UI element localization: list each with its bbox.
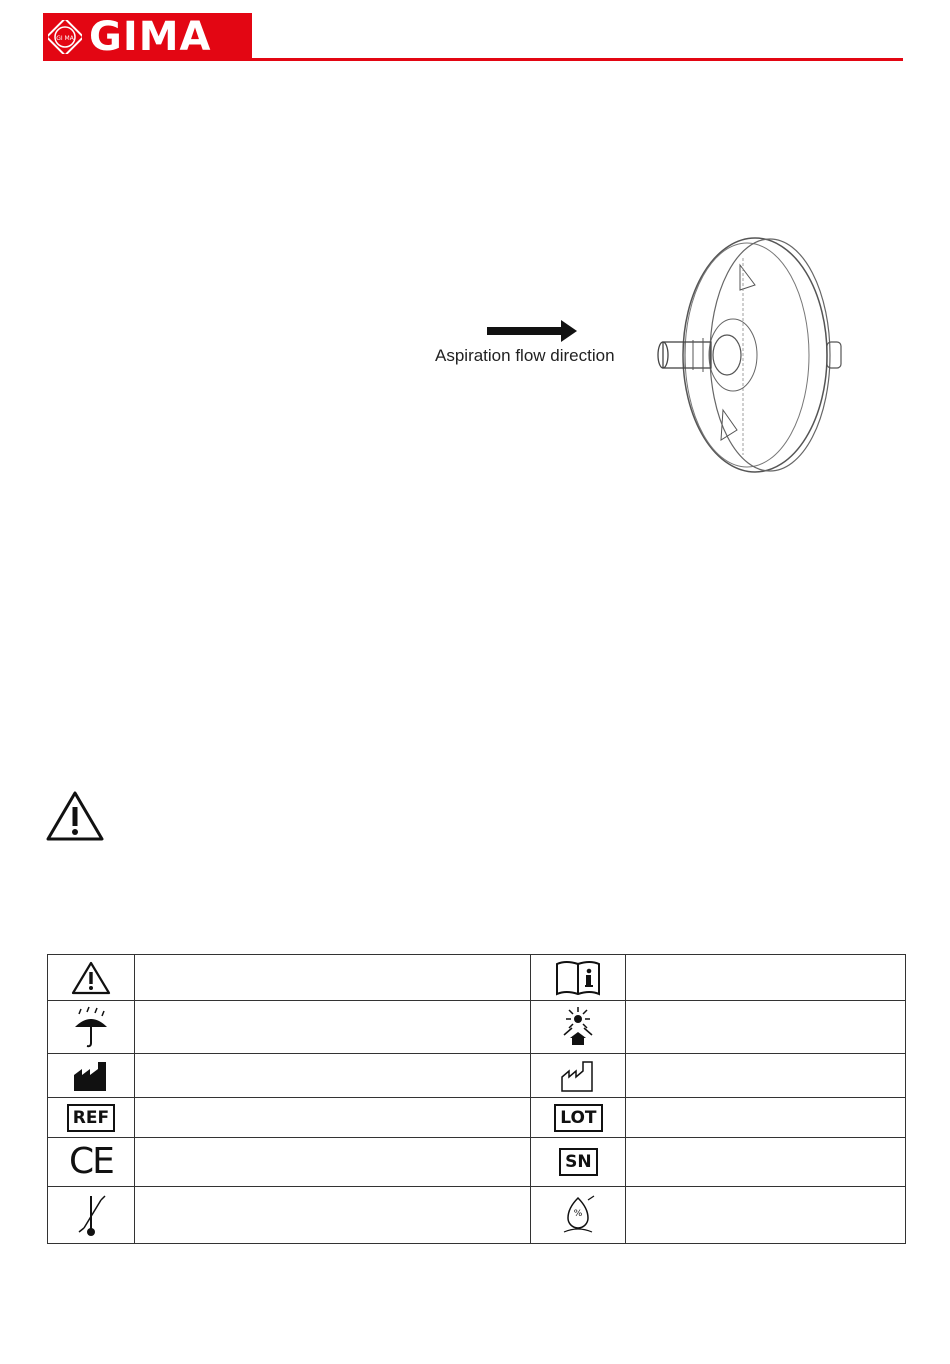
ce-label: CE [69,1141,113,1182]
symbol-description [626,1098,906,1138]
date-of-manufacture-icon [531,1054,626,1098]
flow-direction-label: Aspiration flow direction [435,346,615,365]
lot-label: LOT [554,1104,602,1132]
symbol-description [626,955,906,1001]
brand-name: GIMA [89,14,212,60]
sn-label: SN [559,1148,597,1176]
humidity-label: % [574,1209,583,1219]
symbol-description [134,1098,530,1138]
symbol-description [134,1054,530,1098]
symbol-description [626,1187,906,1244]
keep-away-from-sunlight-icon [531,1001,626,1054]
seal-text: GI MA [56,35,74,42]
lot-icon [531,1098,626,1138]
flow-direction-figure [355,230,865,480]
symbol-description [134,1187,530,1244]
caution-icon [48,955,135,1001]
symbol-description [626,1054,906,1098]
table-row [48,1001,906,1054]
gima-logo [43,13,252,61]
manufacturer-icon [48,1054,135,1098]
keep-dry-icon [48,1001,135,1054]
symbol-description [134,955,530,1001]
table-row [48,1187,906,1244]
page-header [0,0,950,70]
warning-triangle-icon [45,790,105,842]
table-row [48,1098,906,1138]
header-rule [252,58,903,61]
bacterial-filter-drawing [645,230,855,475]
symbol-description [626,1001,906,1054]
ce-mark-icon [48,1138,135,1187]
consult-instructions-icon [531,955,626,1001]
ref-icon [48,1098,135,1138]
table-row [48,1138,906,1187]
symbols-table [47,954,906,1244]
table-row [48,1054,906,1098]
temperature-limit-icon [48,1187,135,1244]
symbol-description [134,1138,530,1187]
right-arrow-icon [485,318,580,344]
gima-seal-icon [48,20,82,54]
ref-label: REF [67,1104,115,1132]
symbol-description [134,1001,530,1054]
table-row [48,955,906,1001]
symbol-description [626,1138,906,1187]
humidity-limit-icon [531,1187,626,1244]
serial-number-icon [531,1138,626,1187]
